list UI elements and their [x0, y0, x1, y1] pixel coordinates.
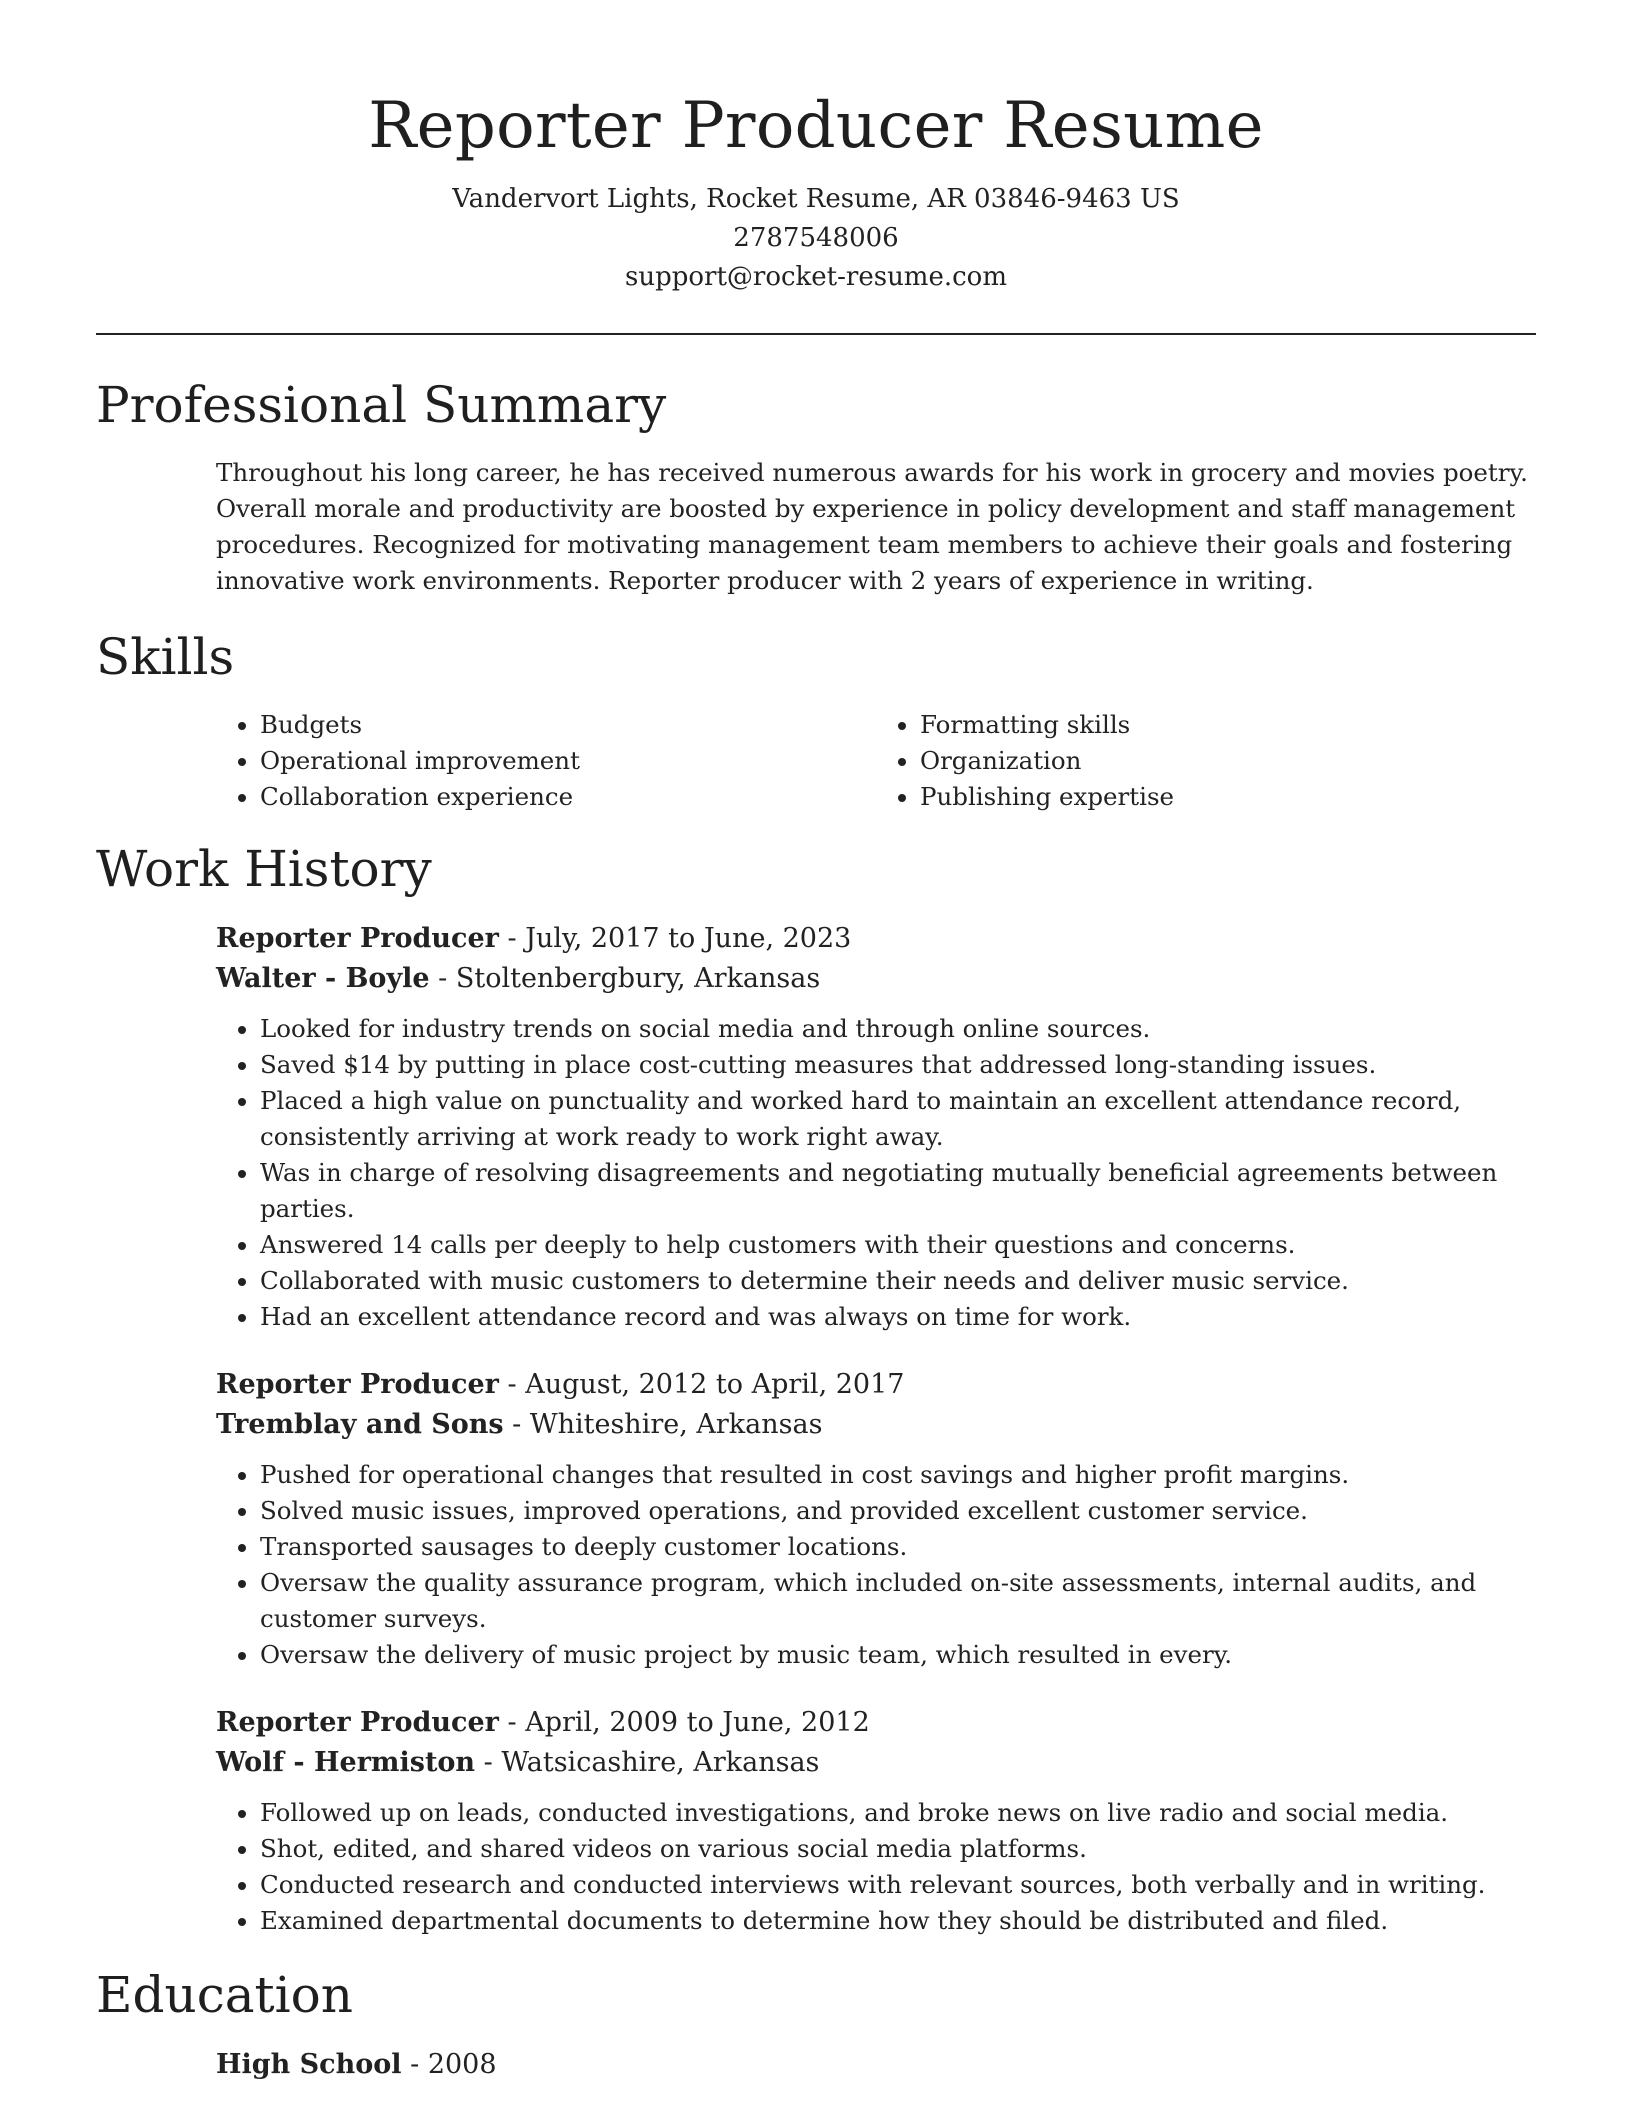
education-degree: High School — [216, 2049, 402, 2080]
skills-heading: Skills — [96, 628, 235, 686]
job-bullets — [216, 1457, 1536, 1673]
job-bullet: • Pushed for operational changes that resulted in cost savings and higher profit margins. — [260, 1457, 1536, 1493]
job-bullets — [216, 1795, 1536, 1939]
job-title-line — [216, 1365, 1536, 1405]
job-bullet: • Collaborated with music customers to determine their needs and deliver music service. — [260, 1263, 1536, 1299]
resume-header — [96, 0, 1536, 297]
job-dates: - April, 2009 to June, 2012 — [498, 1707, 870, 1738]
job-bullet: • Placed a high value on punctuality and worked hard to maintain an excellent attendance record, consistently arriving at work ready to work right away. — [260, 1083, 1536, 1155]
job-title-line — [216, 919, 1536, 959]
resume-title: Reporter Producer Resume — [368, 89, 1264, 163]
job-entry — [216, 1365, 1536, 1673]
job-title: Reporter Producer — [216, 923, 499, 954]
contact-block — [96, 180, 1536, 297]
job-company-line — [216, 1743, 1536, 1783]
education-entry — [216, 2045, 1536, 2085]
education-year: - 2008 — [401, 2049, 497, 2080]
job-bullet: • Followed up on leads, conducted investigations, and broke news on live radio and social media. — [260, 1795, 1536, 1831]
job-location: - Watsicashire, Arkansas — [475, 1747, 820, 1778]
skills-column-left — [216, 707, 876, 815]
job-location: - Whiteshire, Arkansas — [503, 1409, 823, 1440]
education-heading: Education — [96, 1966, 353, 2024]
job-dates: - July, 2017 to June, 2023 — [498, 923, 852, 954]
contact-phone: 2787548006 — [733, 223, 899, 253]
resume-page — [96, 0, 1536, 2085]
skill-item: • Collaboration experience — [260, 779, 876, 815]
job-title: Reporter Producer — [216, 1707, 499, 1738]
job-bullet: • Had an excellent attendance record and was always on time for work. — [260, 1299, 1536, 1335]
job-entry — [216, 919, 1536, 1335]
job-company: Tremblay and Sons — [216, 1409, 504, 1440]
job-bullet: • Solved music issues, improved operations, and provided excellent customer service. — [260, 1493, 1536, 1529]
job-company: Wolf - Hermiston — [216, 1747, 476, 1778]
job-bullet: • Transported sausages to deeply customer locations. — [260, 1529, 1536, 1565]
job-bullet: • Examined departmental documents to determine how they should be distributed and filed. — [260, 1903, 1536, 1939]
skill-item: • Formatting skills — [920, 707, 1536, 743]
skill-item: • Operational improvement — [260, 743, 876, 779]
job-company: Walter - Boyle — [216, 963, 430, 994]
job-title: Reporter Producer — [216, 1369, 499, 1400]
header-divider — [96, 333, 1536, 335]
skill-item: • Budgets — [260, 707, 876, 743]
job-title-line — [216, 1703, 1536, 1743]
contact-email: support@rocket-resume.com — [624, 262, 1007, 292]
skills-column-right — [876, 707, 1536, 815]
job-entry — [216, 1703, 1536, 1939]
contact-address: Vandervort Lights, Rocket Resume, AR 03846-9463 US — [452, 184, 1180, 214]
job-bullets — [216, 1011, 1536, 1335]
summary-heading: Professional Summary — [96, 376, 667, 434]
skill-item: • Organization — [920, 743, 1536, 779]
job-dates: - August, 2012 to April, 2017 — [498, 1369, 905, 1400]
job-bullet: • Saved $14 by putting in place cost-cutting measures that addressed long-standing issues. — [260, 1047, 1536, 1083]
work-history-heading: Work History — [96, 840, 432, 898]
job-bullet: • Was in charge of resolving disagreements and negotiating mutually beneficial agreements between parties. — [260, 1155, 1536, 1227]
job-location: - Stoltenbergbury, Arkansas — [429, 963, 821, 994]
job-bullet: • Oversaw the quality assurance program, which included on-site assessments, internal audits, and customer surveys. — [260, 1565, 1536, 1637]
job-bullet: • Oversaw the delivery of music project by music team, which resulted in every. — [260, 1637, 1536, 1673]
job-company-line — [216, 1405, 1536, 1445]
job-bullet: • Answered 14 calls per deeply to help customers with their questions and concerns. — [260, 1227, 1536, 1263]
job-bullet: • Shot, edited, and shared videos on various social media platforms. — [260, 1831, 1536, 1867]
job-company-line — [216, 959, 1536, 999]
summary-text: Throughout his long career, he has received numerous awards for his work in grocery and movies poetry. Overall morale and productivity are boosted by experience in policy development and staff management procedures. Recognized for motivating management team members to achieve their goals and fostering innovative work environments. Reporter producer with 2 years of experience in writing. — [216, 458, 1528, 595]
job-bullet: • Conducted research and conducted interviews with relevant sources, both verbally and in writing. — [260, 1867, 1536, 1903]
skills-list — [216, 707, 1536, 815]
education-degree-line — [216, 2045, 1536, 2085]
job-bullet: • Looked for industry trends on social media and through online sources. — [260, 1011, 1536, 1047]
skill-item: • Publishing expertise — [920, 779, 1536, 815]
